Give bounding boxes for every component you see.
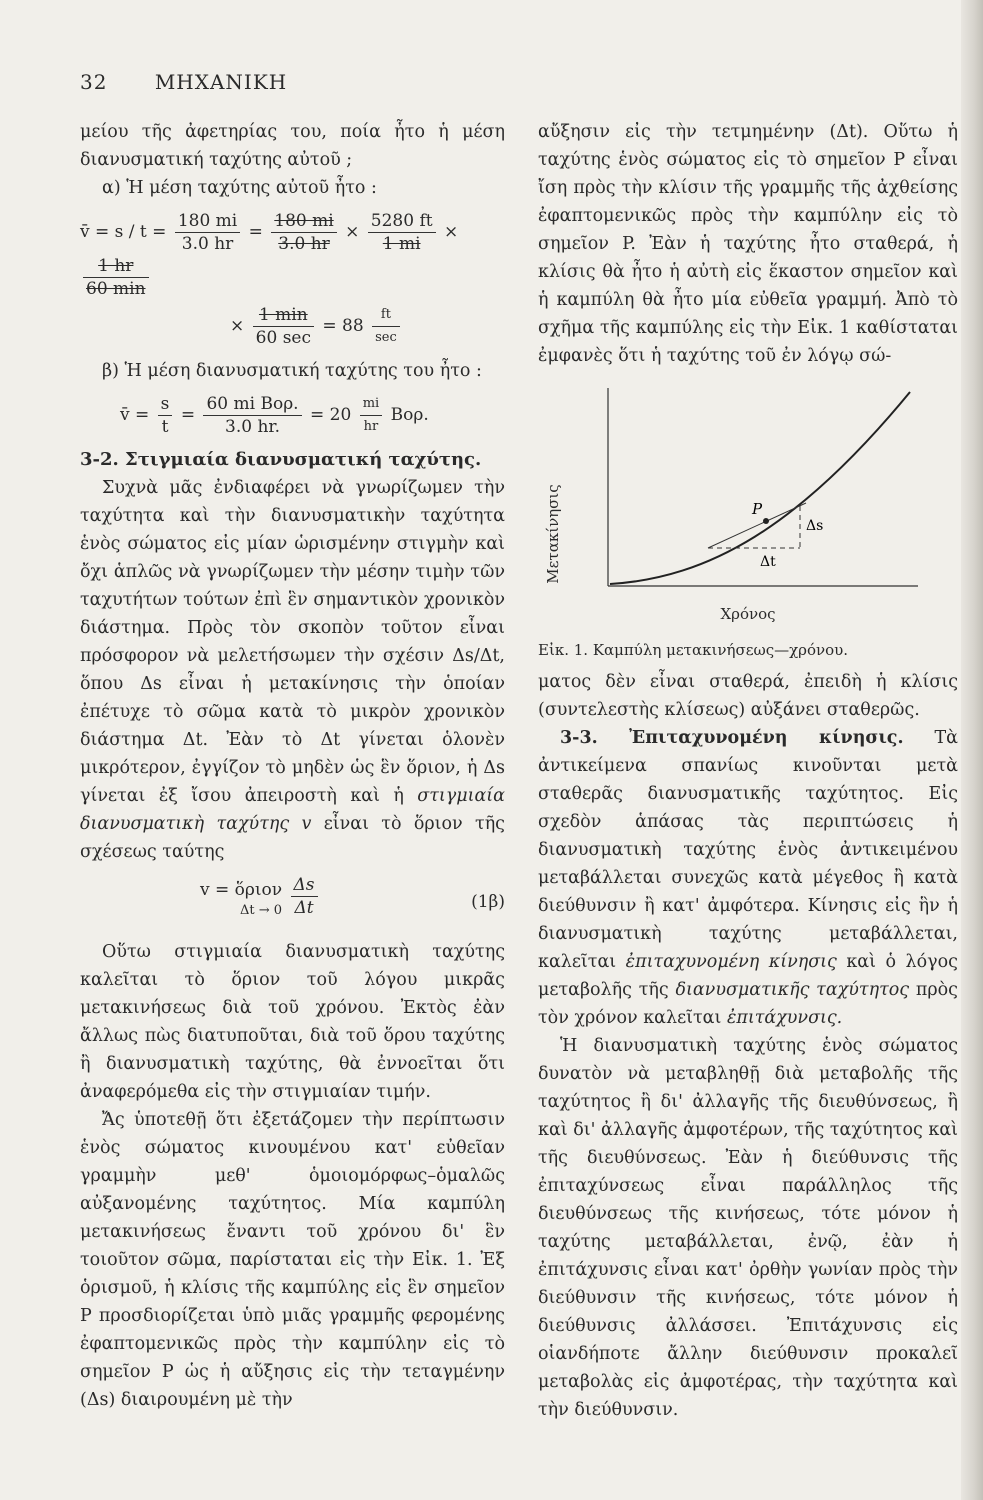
unit-fraction: $\frac{mi}{hr}$ [360, 393, 383, 438]
fraction: $\frac{180 mi}{3.0 hr}$ [271, 210, 336, 255]
point-p-label: P [752, 500, 763, 518]
running-header [80, 70, 287, 94]
dt-label: Δt [760, 554, 776, 570]
part-b-text: β) Ἡ μέση διανυσματική ταχύτης του ἦτο : [102, 361, 482, 381]
page-edge-shadow [961, 0, 983, 1500]
formula-instantaneous-velocity: v = ὅριον Δt → 0 $\frac{\Delta s}{\Delta t}$ (1β) [200, 875, 505, 918]
y-axis-label: Μετακίνησις [544, 484, 562, 584]
formula-average-velocity: v̄ = $\frac{s}{t}$ = $\frac{\text{60 mi Βορ.}}{3.0 hr.}$ = 20 $\frac{mi}{hr}$ Βορ. [120, 394, 429, 437]
paragraph: ματος δὲν εἶναι σταθερά, ἐπειδὴ ἡ κλίσις (συντελεστὴς κλίσεως) αὐξάνει σταθερῶς. [538, 672, 958, 720]
figure-1 [538, 378, 958, 668]
formula-lhs: v̄ = s / t = [80, 222, 167, 242]
formula-continuation: × $\frac{1 \min}{60 \sec}$ = 88 $\frac{ft}{\sec}$ [80, 304, 505, 349]
fraction: $\frac{1 hr}{60 \min}$ [83, 255, 149, 300]
paragraph: Οὕτω στιγμιαία διανυσματικὴ ταχύτης καλεῖται τὸ ὅριον τοῦ λόγου μικρᾶς μετακινήσεως διὰ τοῦ χρόνου. Ἐκτὸς ἐὰν ἄλλως πὼς διατυποῦται, διὰ τοῦ ὅρου ταχύτης ἢ διανυσματικὴ ταχύτης, θὰ ἐννοεῖται ὅτι ἀναφερόμεθα εἰς τὴν στιγμιαίαν τιμήν. [80, 942, 505, 1102]
page-number: 32 [80, 70, 108, 94]
formula-average-speed: v̄ = s / t = $\frac{180 mi}{3.0 hr}$ = $\frac{180 mi}{3.0 hr}$ × $\frac{5280 ft}{1 mi}$ × $\frac{1 hr}{60 \min}$ × $\frac{1 \min}{60 \sec}$ = 88 $\frac{ft}{\sec}$ [80, 210, 505, 349]
part-a-text: α) Ἡ μέση ταχύτης αὐτοῦ ἦτο : [102, 178, 377, 198]
equation-number: (1β) [471, 892, 505, 912]
fraction: $\frac{5280 ft}{1 mi}$ [368, 210, 436, 255]
paragraph: 3-3. Ἐπιταχυνομένη κίνησις. Τὰ ἀντικείμενα σπανίως κινοῦνται μετὰ σταθερᾶς διανυσματικῆς ταχύτητος. Εἰς σχεδὸν ἁπάσας τὰς περιπτώσεις ἡ διανυσματικὴ ταχύτης ἑνὸς ἀντικειμένου μεταβάλλεται συνεχῶς κατὰ μέγεθος ἢ κατὰ διεύθυνσιν ἢ κατ' ἀμφότερα. Κίνησις εἰς ἣν ἡ διανυσματικὴ ταχύτης μεταβάλλεται, καλεῖται ἐπιταχυνομένη κίνησις καὶ ὁ λόγος μεταβολῆς τῆς διανυσματικῆς ταχύτητος πρὸς τὸν χρόνον καλεῖται ἐπιτάχυνσις. [538, 728, 958, 1028]
unit-fraction: $\frac{ft}{\sec}$ [372, 304, 400, 349]
paragraph: αὔξησιν εἰς τὴν τετμημένην (Δt). Οὕτω ἡ ταχύτης ἑνὸς σώματος εἰς τὸ σημεῖον P εἶναι ἴση πρὸς τὴν κλίσιν τῆς γραμμῆς τῆς ἀχθείσης ἐφαπτομενικῶς πρὸς τὴν καμπύλην εἰς τὸ σημεῖον P. Ἐὰν ἡ ταχύτης ἦτο σταθερά, ἡ κλίσις θὰ ἦτο ἡ αὐτὴ εἰς ἕκαστον σημεῖον καὶ ἡ καμπύλη θὰ ἦτο μία εὐθεῖα γραμμή. Ἀπὸ τὸ σχῆμα τῆς καμπύλης εἰς τὴν Εἰκ. 1 καθίσταται ἐμφανὲς ὅτι ἡ ταχύτης τοῦ ἐν λόγῳ σώ- [538, 122, 958, 366]
right-column [538, 118, 958, 1424]
fraction: $\frac{s}{t}$ [158, 393, 173, 438]
fraction: $\frac{1 \min}{60 \sec}$ [253, 304, 314, 349]
paragraph: Ἡ διανυσματικὴ ταχύτης ἑνὸς σώματος δυνατὸν νὰ μεταβληθῇ διὰ μεταβολῆς τῆς ταχύτητος ἢ δι' ἀλλαγῆς τῆς διευθύνσεως, ἢ καὶ δι' ἀλλαγῆς ἀμφοτέρων, τῆς ταχύτητος καὶ τῆς διευθύνσεως. Ἐὰν ἡ διεύθυνσις τῆς ἐπιταχύνσεως εἶναι παράλληλος τῆς διευθύνσεως τῆς κινήσεως, τότε μόνον ἡ ταχύτης μεταβάλλεται, ἐνῷ, ἐὰν ἡ ἐπιτάχυνσις εἶναι κατ' ὀρθὴν γωνίαν πρὸς τὴν διεύθυνσιν τῆς κινήσεως, τότε μόνον ἡ διεύθυνσις ἀλλάσσει. Ἐπιτάχυνσις εἰς οἱανδήποτε ἄλλην διεύθυνσιν προκαλεῖ μεταβολὰς εἰς ἀμφοτέρας, τὴν ταχύτητα καὶ τὴν διεύθυνσιν. [538, 1036, 958, 1420]
intro-text: μείου τῆς ἀφετηρίας του, ποία ἦτο ἡ μέση διανυσματική ταχύτης αὐτοῦ ; [80, 122, 505, 170]
left-column [80, 118, 505, 1414]
running-title: ΜΗΧΑΝΙΚΗ [154, 70, 288, 94]
fraction: $\frac{\Delta s}{\Delta t}$ [291, 874, 318, 919]
paragraph: Συχνὰ μᾶς ἐνδιαφέρει νὰ γνωρίζωμεν τὴν ταχύτητα καὶ τὴν διανυσματικὴν ταχύτητα ἑνὸς σώματος εἰς μίαν ὡρισμένην στιγμὴν καὶ ὄχι ἁπλῶς νὰ γνωρίζωμεν τὴν μέσην τιμὴν τῶν ταχυτήτων τούτων ἐπὶ ἓν σημαντικὸν χρονικὸν διάστημα. Πρὸς τὸν σκοπὸν τοῦτον εἶναι πρόσφορον νὰ μελετήσωμεν τὴν σχέσιν Δs/Δt, ὅπου Δs εἶναι ἡ μετακίνησις τὴν ὁποίαν ἐπέτυχε τὸ σῶμα κατὰ τὸ μικρὸν χρονικὸν διάστημα Δt. Ἐὰν τὸ Δt γίνεται ὁλονὲν μικρότερον, ἐγγίζον τὸ μηδὲν ὡς ἓν ὅριον, ἡ Δs γίνεται ἐξ ἴσου ἀπειροστὴ καὶ ἡ στιγμιαία διανυσματικὴ ταχύτης v εἶναι τὸ ὅριον τῆς σχέσεως ταύτης [80, 478, 505, 862]
paragraph: Ἄς ὑποτεθῇ ὅτι ἐξετάζομεν τὴν περίπτωσιν ἑνὸς σώματος κινουμένου κατ' εὐθεῖαν γραμμὴν μεθ' ὁμοιομόρφως–ὁμαλῶς αὐξανομένης ταχύτητος. Μία καμπύλη μετακινήσεως ἔναντι τοῦ χρόνου δι' ἓν τοιοῦτον σῶμα, παρίσταται εἰς τὴν Εἰκ. 1. Ἐξ ὁρισμοῦ, ἡ κλίσις τῆς καμπύλης εἰς ἓν σημεῖον P προσδιορίζεται ὑπὸ μιᾶς γραμμῆς φερομένης ἐφαπτομενικῶς πρὸς τὴν καμπύλην εἰς τὸ σημεῖον P ὡς ἡ αὔξησις εἰς τὴν τεταγμένην (Δs) διαιρουμένη μὲ τὴν [80, 1110, 505, 1410]
displacement-time-graph [538, 378, 958, 628]
fraction: $\frac{\text{60 mi Βορ.}}{3.0 hr.}$ [203, 393, 301, 438]
x-axis-label: Χρόνος [720, 605, 776, 623]
fraction: $\frac{180 mi}{3.0 hr}$ [175, 210, 240, 255]
figure-caption: Εἰκ. 1. Καμπύλη μετακινήσεως—χρόνου. [538, 641, 849, 659]
point-p [763, 518, 769, 524]
section-3-2-title: 3-2. Στιγμιαία διανυσματική ταχύτης. [80, 449, 482, 470]
ds-label: Δs [806, 518, 824, 534]
section-3-3-title: 3-3. Ἐπιταχυνομένη κίνησις. [560, 728, 904, 748]
